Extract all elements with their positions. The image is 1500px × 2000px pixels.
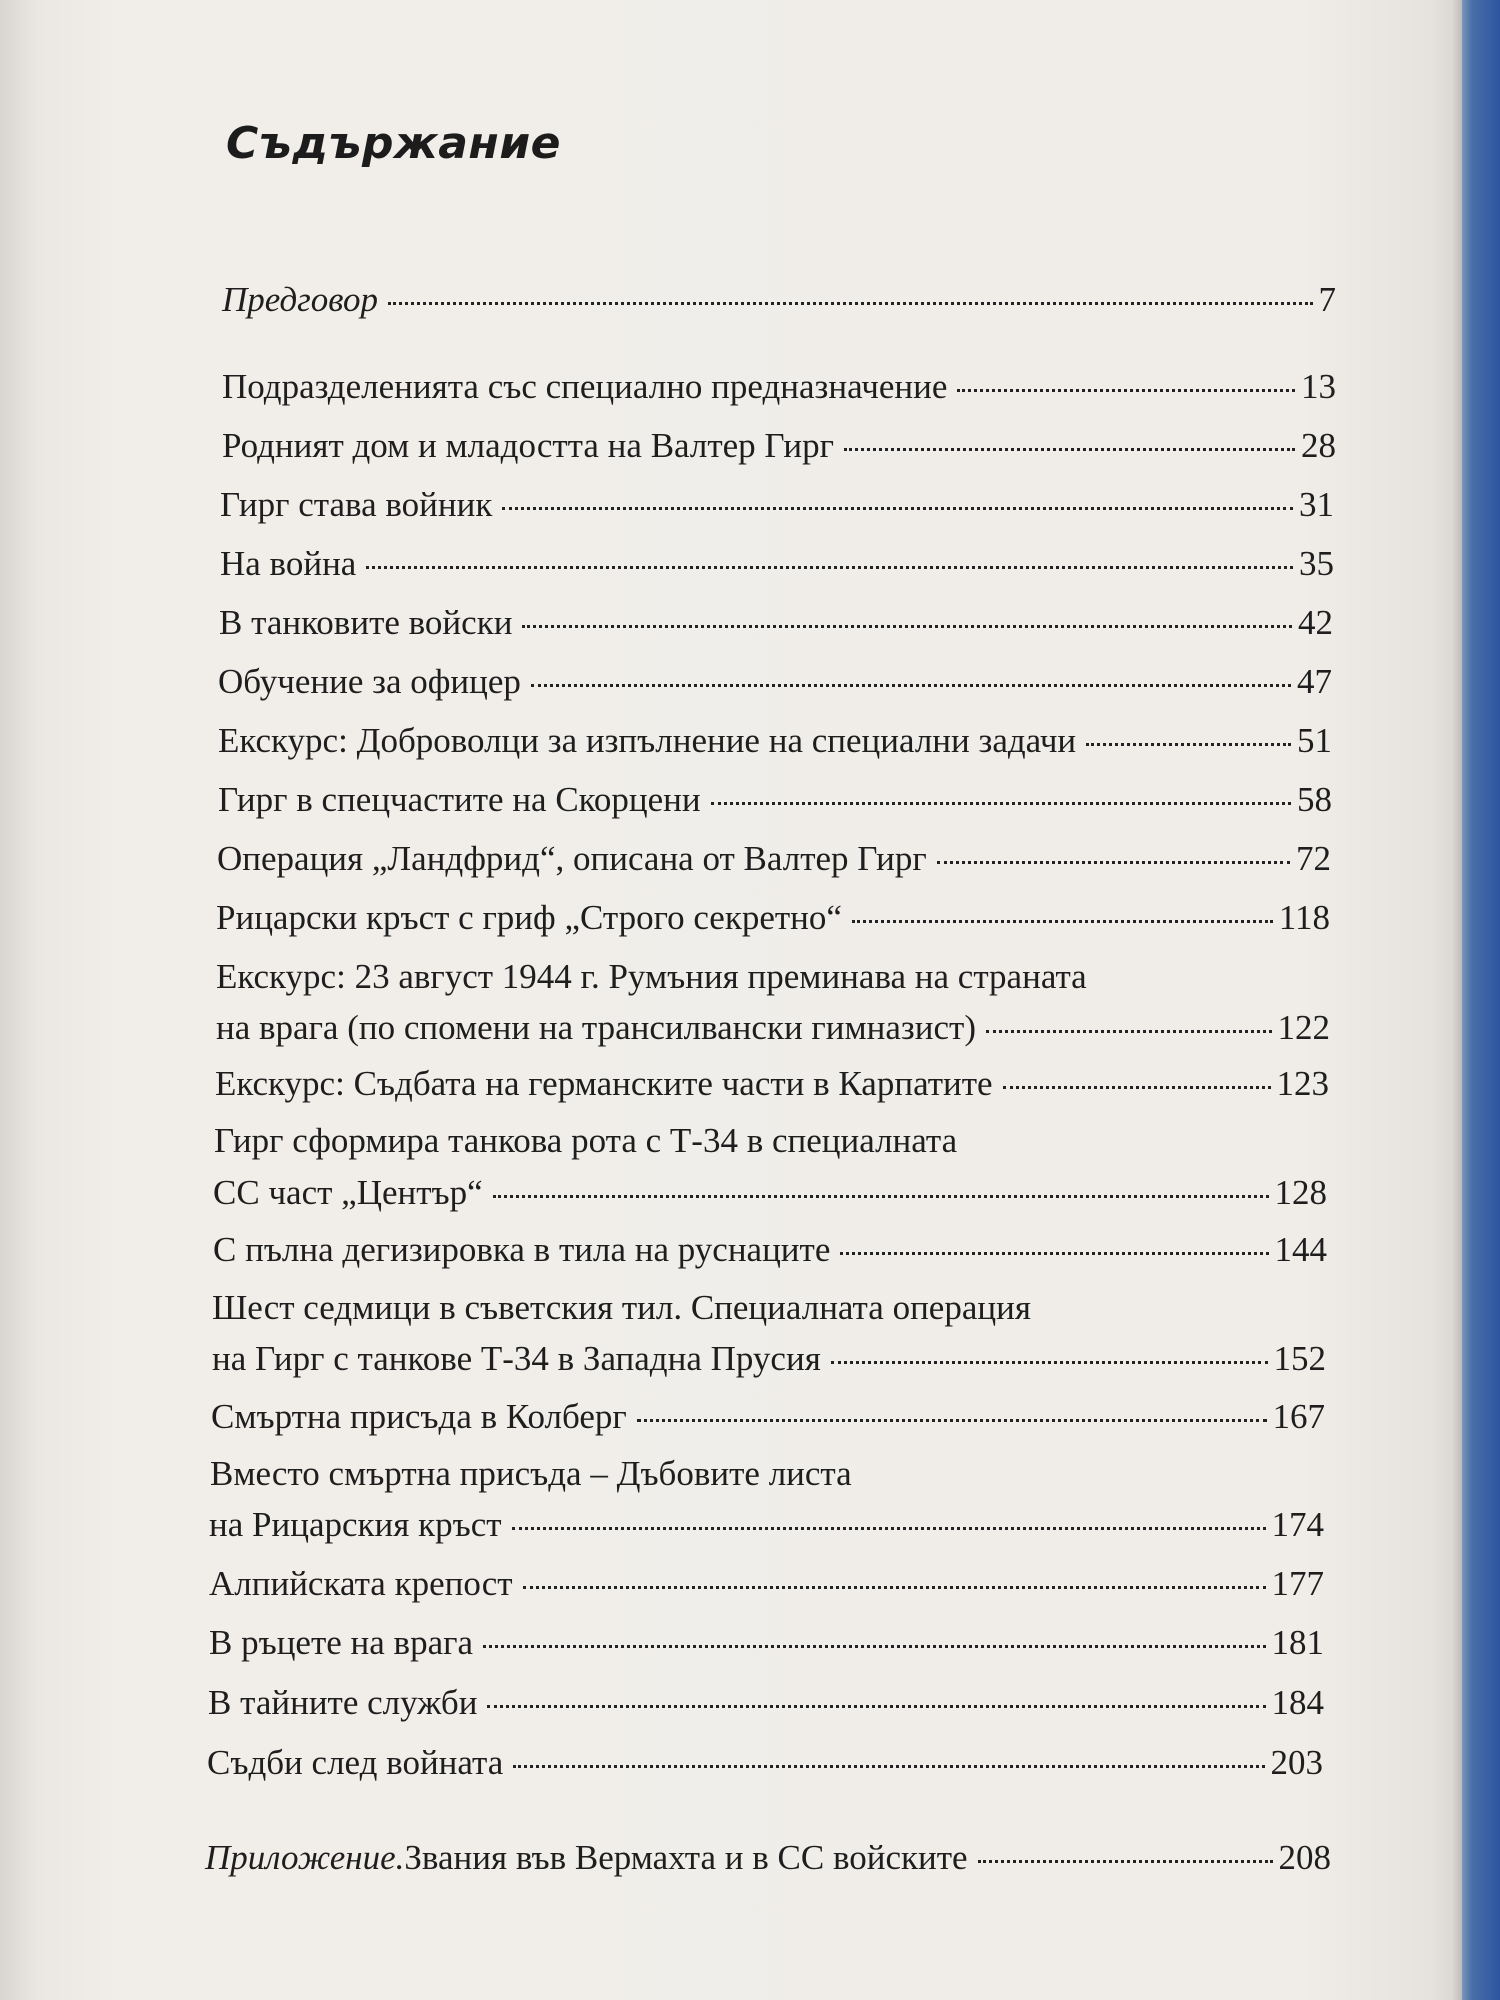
dot-leader <box>937 861 1290 864</box>
dot-leader <box>852 920 1273 923</box>
toc-page-number: 118 <box>1278 898 1330 937</box>
toc-page-number: 123 <box>1276 1064 1329 1103</box>
toc-entry-label: Предговор <box>222 280 379 319</box>
toc-entry-label: В тайните служби <box>208 1683 478 1722</box>
dot-leader <box>493 1195 1269 1198</box>
toc-entry-label: на врага (по спомени на трансилвански гимназист) <box>216 1008 976 1047</box>
toc-entry-label: на Гирг с танкове Т-34 в Западна Прусия <box>212 1339 821 1378</box>
toc-entry-label: Гирг в спецчастите на Скорцени <box>218 780 701 819</box>
toc-page-number: 13 <box>1301 367 1336 406</box>
toc-page-number: 184 <box>1271 1683 1324 1722</box>
appendix-prefix: Приложение. <box>205 1838 405 1877</box>
toc-entry <box>213 1175 1327 1210</box>
toc-entry <box>209 1507 1324 1542</box>
dot-leader <box>487 1705 1265 1708</box>
dot-leader <box>388 302 1312 305</box>
toc-entry <box>209 1566 1324 1601</box>
toc-entry <box>218 664 1332 699</box>
toc-entry-label: В ръцете на врага <box>209 1623 474 1662</box>
toc-entry <box>220 487 1334 522</box>
toc-entry-label: Екскурс: Доброволци за изпълнение на специални задачи <box>218 721 1077 760</box>
toc-page-number: 35 <box>1299 544 1334 583</box>
page-title: Съдържание <box>226 118 561 169</box>
toc-entry <box>209 1625 1324 1660</box>
toc-page-number: 208 <box>1278 1838 1331 1877</box>
toc-page-number: 144 <box>1274 1230 1327 1269</box>
dot-leader <box>522 625 1292 628</box>
toc-entry-preface <box>222 282 1336 317</box>
dot-leader <box>986 1030 1272 1033</box>
toc-entry-label: С пълна дегизировка в тила на руснаците <box>213 1230 831 1269</box>
toc-entry-label: В танковите войски <box>219 603 513 642</box>
toc-entry-label: Съдби след войната <box>207 1743 504 1782</box>
dot-leader <box>831 1361 1268 1364</box>
toc-page-number: 28 <box>1301 426 1336 465</box>
dot-leader <box>711 802 1291 805</box>
toc-entry-label: Обучение за офицер <box>218 662 521 701</box>
dot-leader <box>512 1527 1266 1530</box>
dot-leader <box>483 1645 1265 1648</box>
toc-entry-label: Алпийската крепост <box>209 1564 513 1603</box>
toc-entry-label: Гирг става войник <box>220 485 493 524</box>
toc-entry-first-line: Вместо смъртна присъда – Дъбовите листа <box>210 1454 852 1493</box>
dot-leader <box>366 566 1293 569</box>
toc-page-number: 152 <box>1273 1339 1326 1378</box>
toc-entry <box>212 1341 1326 1376</box>
toc-page-number: 7 <box>1318 280 1336 319</box>
toc-entry <box>217 841 1331 876</box>
toc-entry-label: Подразделенията със специално предназначение <box>222 367 948 406</box>
toc-page-number: 51 <box>1297 721 1332 760</box>
dot-leader <box>513 1765 1264 1768</box>
toc-entry <box>219 605 1333 640</box>
toc-entry <box>220 546 1334 581</box>
toc-page-number: 167 <box>1272 1397 1325 1436</box>
toc-entry <box>218 723 1332 758</box>
toc-entry-label: СС част „Център“ <box>213 1173 483 1212</box>
toc-page-number: 203 <box>1270 1743 1323 1782</box>
toc-page-number: 122 <box>1277 1008 1330 1047</box>
toc-entry <box>215 1066 1329 1101</box>
toc-page-number: 47 <box>1297 662 1332 701</box>
toc-entry-label: Смъртна присъда в Колберг <box>211 1397 627 1436</box>
toc-page-number: 72 <box>1296 839 1331 878</box>
toc-entry <box>207 1745 1323 1780</box>
toc-page-number: 58 <box>1297 780 1332 819</box>
dot-leader <box>523 1586 1266 1589</box>
toc-entry-appendix <box>205 1840 1331 1875</box>
dot-leader <box>637 1419 1267 1422</box>
toc-page-number: 174 <box>1271 1505 1324 1544</box>
dot-leader <box>844 448 1295 451</box>
toc-entry-first-line: Шест седмици в съветския тил. Специалната операция <box>212 1288 1031 1327</box>
toc-page-number: 181 <box>1271 1623 1324 1662</box>
toc-entry <box>216 900 1330 935</box>
toc-entry-label: На война <box>220 544 357 583</box>
toc-entry-first-line: Гирг сформира танкова рота с Т-34 в специалната <box>214 1121 958 1160</box>
toc-entry <box>213 1232 1327 1267</box>
toc-entry-label: Операция „Ландфрид“, описана от Валтер Гирг <box>217 839 927 878</box>
toc-page-number: 177 <box>1271 1564 1324 1603</box>
toc-page-number: 31 <box>1299 485 1334 524</box>
toc-entry-first-line: Екскурс: 23 август 1944 г. Румъния преминава на страната <box>216 957 1087 996</box>
dot-leader <box>840 1252 1268 1255</box>
toc-entry <box>216 1010 1330 1045</box>
toc-page-number: 128 <box>1274 1173 1327 1212</box>
dot-leader <box>1086 743 1291 746</box>
dot-leader <box>502 507 1293 510</box>
dot-leader <box>531 684 1291 687</box>
toc-entry <box>222 369 1336 404</box>
toc-entry-label: Родният дом и младостта на Валтер Гирг <box>222 426 834 465</box>
toc-entry-label: Екскурс: Съдбата на германските части в Карпатите <box>215 1064 993 1103</box>
toc-entry-label: Звания във Вермахта и в СС войските <box>404 1838 968 1877</box>
toc-page-number: 42 <box>1298 603 1333 642</box>
toc-entry-label: на Рицарския кръст <box>209 1505 502 1544</box>
dot-leader <box>1003 1086 1271 1089</box>
toc-entry-label: Рицарски кръст с гриф „Строго секретно“ <box>216 898 842 937</box>
toc-entry <box>211 1399 1325 1434</box>
toc-entry <box>222 428 1336 463</box>
toc-entry <box>208 1685 1324 1720</box>
dot-leader <box>978 1860 1273 1863</box>
dot-leader <box>957 389 1295 392</box>
toc-entry <box>218 782 1332 817</box>
